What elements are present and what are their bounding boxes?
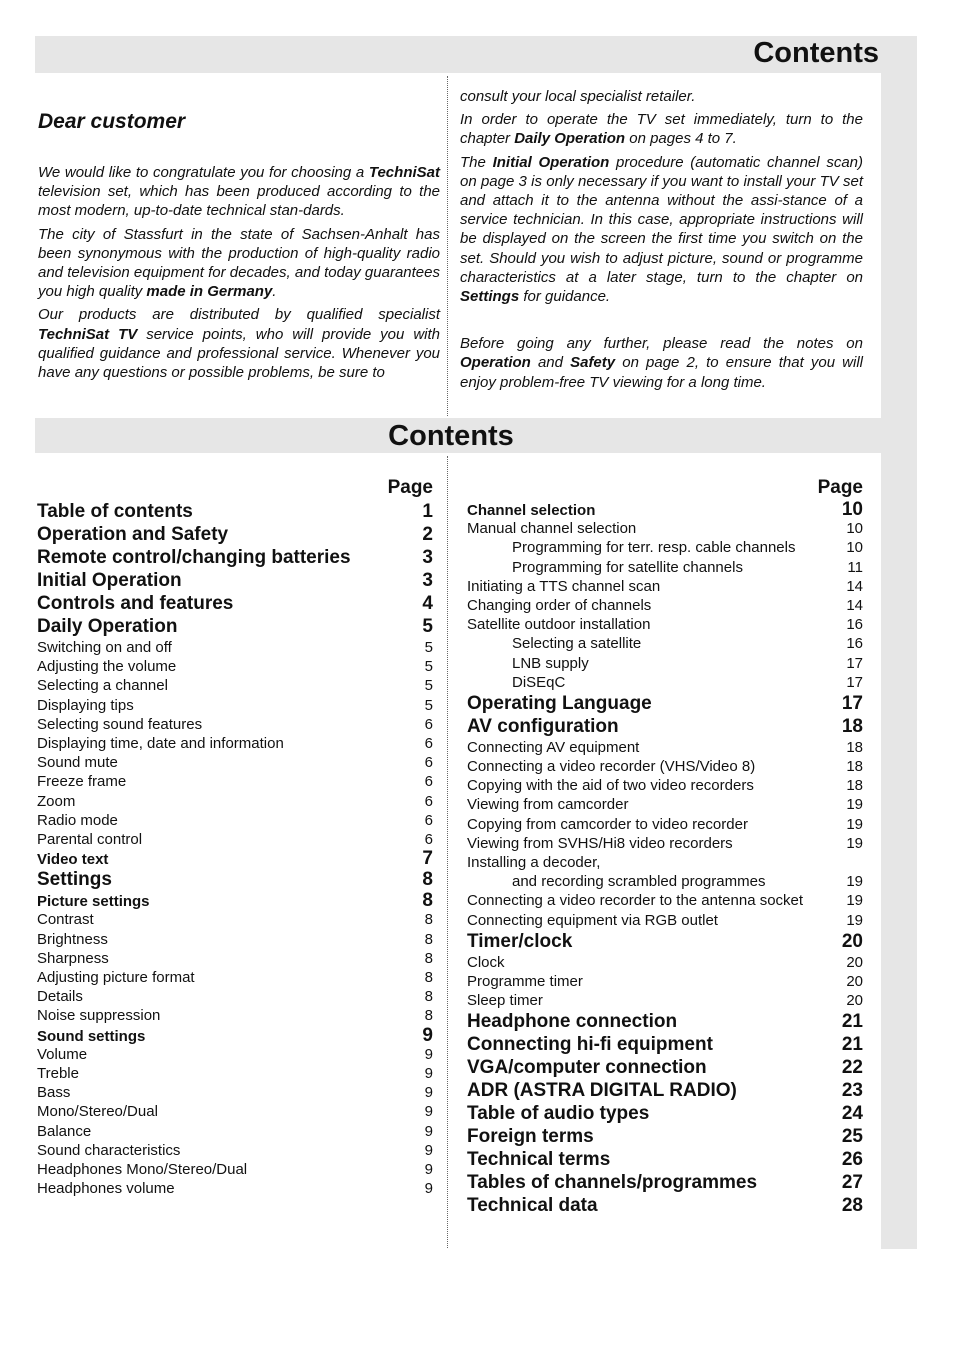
toc-entry-page: 22 bbox=[841, 1057, 863, 1079]
toc-entry-page: 3 bbox=[422, 547, 433, 568]
toc-entry bbox=[37, 891, 433, 910]
toc-entry-page: 20 bbox=[846, 953, 863, 971]
side-strip bbox=[881, 73, 917, 418]
toc-entry bbox=[37, 715, 433, 734]
toc-entry-page: 16 bbox=[846, 635, 863, 653]
emphasis-text: Initial Operation bbox=[492, 153, 610, 171]
toc-entry-label: Viewing from camcorder bbox=[467, 796, 629, 814]
toc-entry-label: Connecting a video recorder (VHS/Video 8) bbox=[467, 758, 756, 776]
emphasis-text: made in Germany bbox=[146, 283, 273, 301]
toc-entry-label: Zoom bbox=[37, 792, 76, 810]
toc-entry bbox=[37, 569, 433, 592]
toc-entry bbox=[37, 1179, 433, 1198]
paragraph-text: The city of Stassfurt in the state of Sachsen-Anhalt has been synonymous with the production of high-quality radio and television equipment for decades, and today guarantees you high quality bbox=[38, 225, 440, 301]
toc-entry-label: Copying from camcorder to video recorder bbox=[467, 815, 748, 833]
toc-entry-page: 10 bbox=[846, 539, 863, 557]
toc-entry bbox=[37, 734, 433, 753]
intro-left-column bbox=[38, 163, 440, 386]
toc-entry-page: 8 bbox=[424, 930, 433, 948]
toc-entry-label: Programming for terr. resp. cable channels bbox=[512, 539, 796, 557]
toc-entry-page: 14 bbox=[846, 577, 863, 595]
toc-entry-page: 19 bbox=[846, 873, 863, 891]
toc-entry-label: Treble bbox=[37, 1064, 79, 1082]
paragraph-text: Before going any further, please read the notes on bbox=[460, 335, 863, 353]
toc-entry-page: 5 bbox=[422, 616, 433, 637]
toc-entry-page: 6 bbox=[424, 734, 433, 752]
toc-entry-label: Technical terms bbox=[467, 1149, 611, 1171]
toc-entry-label: Headphones Mono/Stereo/Dual bbox=[37, 1160, 248, 1178]
toc-entry-page: 9 bbox=[424, 1103, 433, 1121]
toc-entry-label: Table of contents bbox=[37, 501, 193, 522]
toc-entry bbox=[37, 968, 433, 987]
toc-entry-label: LNB supply bbox=[512, 654, 589, 672]
toc-entry-page: 8 bbox=[424, 911, 433, 929]
toc-entry-page: 19 bbox=[846, 892, 863, 910]
toc-entry-page: 5 bbox=[424, 677, 433, 695]
toc-entry-page: 19 bbox=[846, 911, 863, 929]
toc-entry bbox=[467, 911, 863, 930]
toc-entry bbox=[467, 615, 863, 634]
toc-entry-page: 8 bbox=[424, 969, 433, 986]
toc-entry-page: 6 bbox=[424, 830, 433, 848]
toc-entry-page: 28 bbox=[841, 1195, 863, 1217]
toc-entry-label: DiSEqC bbox=[512, 673, 566, 691]
paragraph-text: and bbox=[530, 354, 571, 372]
toc-entry-label: Selecting a satellite bbox=[512, 635, 642, 653]
paragraph-text: In order to operate the TV set immediately, turn to the chapter bbox=[460, 111, 863, 148]
toc-entry-page: 9 bbox=[424, 1141, 433, 1159]
column-divider bbox=[447, 456, 448, 1248]
page-title: Contents bbox=[753, 37, 879, 69]
toc-entry bbox=[37, 696, 433, 715]
toc-entry-label: Brightness bbox=[37, 930, 108, 948]
paragraph-text: service points, who will provide you with qualified guidance and professional service. Whenever you have any questions or possible problems, be sure to bbox=[38, 325, 440, 382]
toc-entry-page: 8 bbox=[424, 1007, 433, 1025]
toc-entry bbox=[467, 577, 863, 596]
toc-entry bbox=[467, 872, 863, 891]
toc-entry bbox=[467, 930, 863, 953]
toc-entry bbox=[467, 815, 863, 834]
toc-entry-label: Programming for satellite channels bbox=[512, 558, 743, 576]
toc-entry-page: 6 bbox=[424, 811, 433, 829]
toc-entry-page: 8 bbox=[422, 890, 433, 912]
toc-entry-page: 26 bbox=[841, 1149, 863, 1171]
toc-entry-label: Contrast bbox=[37, 911, 94, 929]
toc-entry bbox=[37, 638, 433, 657]
toc-entry bbox=[467, 1194, 863, 1217]
toc-entry-page: 19 bbox=[846, 815, 863, 833]
intro-paragraph bbox=[38, 225, 440, 302]
toc-entry bbox=[467, 991, 863, 1010]
toc-entry-label: Switching on and off bbox=[37, 639, 172, 656]
toc-entry bbox=[37, 1064, 433, 1083]
toc-entry bbox=[37, 1141, 433, 1160]
toc-entry-page: 9 bbox=[424, 1160, 433, 1178]
emphasis-text: Settings bbox=[460, 288, 520, 306]
toc-entry-label: Technical data bbox=[467, 1195, 598, 1217]
toc-entry-label: Initiating a TTS channel scan bbox=[467, 577, 661, 595]
toc-entry bbox=[37, 930, 433, 949]
toc-entry-page: 14 bbox=[846, 596, 863, 614]
toc-entry bbox=[37, 1102, 433, 1121]
toc-entry bbox=[37, 949, 433, 968]
emphasis-text: Operation bbox=[460, 354, 531, 372]
toc-entry bbox=[37, 657, 433, 676]
toc-entry-page: 16 bbox=[846, 616, 863, 634]
toc-left-column bbox=[37, 476, 433, 1198]
toc-entry-page: 1 bbox=[422, 501, 433, 522]
toc-entry bbox=[467, 1079, 863, 1102]
toc-entry-label: Parental control bbox=[37, 830, 143, 848]
paragraph-text: . bbox=[272, 283, 277, 301]
emphasis-text: Daily Operation bbox=[514, 130, 626, 148]
toc-entry bbox=[467, 634, 863, 653]
toc-entry bbox=[467, 891, 863, 910]
toc-entry-page: 10 bbox=[846, 520, 863, 538]
toc-entry-label: VGA/computer connection bbox=[467, 1057, 707, 1079]
toc-entry-label: Noise suppression bbox=[37, 1007, 161, 1025]
toc-entry-label: Displaying time, date and information bbox=[37, 734, 284, 752]
toc-entry-label: Picture settings bbox=[37, 893, 150, 911]
toc-entry bbox=[467, 776, 863, 795]
toc-entry-label: ADR (ASTRA DIGITAL RADIO) bbox=[467, 1080, 737, 1102]
toc-entry-page: 19 bbox=[846, 796, 863, 814]
dear-customer-heading: Dear customer bbox=[38, 110, 186, 133]
toc-entry-page: 6 bbox=[424, 773, 433, 791]
toc-entry-page: 5 bbox=[424, 639, 433, 656]
toc-entry bbox=[37, 792, 433, 811]
toc-entry-page: 17 bbox=[846, 654, 863, 672]
toc-entry-label: Details bbox=[37, 988, 83, 1006]
toc-entry-label: Freeze frame bbox=[37, 773, 127, 791]
toc-entry-page: 7 bbox=[422, 848, 433, 870]
toc-entry-page: 6 bbox=[424, 754, 433, 772]
toc-entry bbox=[467, 558, 863, 577]
toc-entry-page: 18 bbox=[846, 758, 863, 776]
toc-entry-label: Clock bbox=[467, 953, 505, 971]
toc-entry-label: Selecting sound features bbox=[37, 715, 203, 733]
toc-entry bbox=[467, 692, 863, 715]
intro-right-column bbox=[460, 87, 863, 396]
toc-entry-page: 17 bbox=[846, 673, 863, 691]
toc-entry-label: Headphone connection bbox=[467, 1011, 678, 1033]
toc-entry-label: Operation and Safety bbox=[37, 524, 229, 545]
toc-entry-label: Daily Operation bbox=[37, 616, 178, 637]
toc-entry-label: AV configuration bbox=[467, 715, 619, 737]
toc-entry-label: Connecting AV equipment bbox=[467, 738, 640, 756]
toc-entry-label: Radio mode bbox=[37, 811, 118, 829]
toc-entry bbox=[467, 1148, 863, 1171]
intro-paragraph bbox=[38, 305, 440, 382]
paragraph-text: The bbox=[460, 153, 493, 171]
toc-entry bbox=[467, 972, 863, 991]
emphasis-text: TechniSat TV bbox=[38, 325, 138, 343]
toc-entry-label: Sound settings bbox=[37, 1027, 146, 1045]
toc-entry-label: and recording scrambled programmes bbox=[512, 873, 766, 891]
toc-entry bbox=[467, 500, 863, 519]
toc-entry-label: Timer/clock bbox=[467, 930, 573, 952]
toc-entry bbox=[467, 853, 863, 872]
intro-paragraph bbox=[460, 110, 863, 148]
toc-entry-page: 6 bbox=[424, 715, 433, 733]
paragraph-text: procedure (automatic channel scan) on page 3 is only necessary if you want to install your TV set and attach it to the antenna without the assi-stance of a service technician. In this case, appropriate instructions will be displayed on the screen the first time you switch on the set. Should you wish to adjust picture, sound or programme characteristics at a later stage, turn to the chapter on bbox=[460, 153, 863, 286]
toc-entry bbox=[37, 1006, 433, 1025]
toc-entry bbox=[37, 811, 433, 830]
toc-entry bbox=[467, 1102, 863, 1125]
toc-entry-page: 9 bbox=[424, 1122, 433, 1140]
intro-paragraph bbox=[460, 87, 863, 106]
toc-entry-label: Manual channel selection bbox=[467, 520, 637, 538]
toc-entry-label: Video text bbox=[37, 851, 109, 869]
toc-entry bbox=[37, 1083, 433, 1102]
toc-entry-page: 18 bbox=[846, 777, 863, 795]
toc-entry bbox=[467, 953, 863, 972]
toc-entry bbox=[467, 1056, 863, 1079]
toc-entry-page: 5 bbox=[424, 658, 433, 676]
toc-entry bbox=[467, 538, 863, 557]
intro-paragraph bbox=[460, 153, 863, 307]
toc-entry bbox=[467, 757, 863, 776]
toc-entry-label: Headphones volume bbox=[37, 1180, 175, 1198]
toc-entry-page: 18 bbox=[846, 738, 863, 756]
column-divider bbox=[447, 76, 448, 416]
toc-entry-label: Changing order of channels bbox=[467, 596, 652, 614]
toc-entry-label: Sleep timer bbox=[467, 992, 543, 1010]
toc-entry bbox=[37, 772, 433, 791]
toc-entry bbox=[37, 676, 433, 695]
toc-entry-page: 9 bbox=[424, 1045, 433, 1063]
toc-entry-label: Remote control/changing batteries bbox=[37, 547, 351, 568]
toc-entry-label: Programme timer bbox=[467, 972, 583, 990]
toc-entry-page: 6 bbox=[424, 792, 433, 810]
toc-entry-label: Table of audio types bbox=[467, 1103, 650, 1125]
toc-entry bbox=[467, 738, 863, 757]
toc-entry-page: 17 bbox=[841, 692, 863, 714]
intro-paragraph bbox=[460, 334, 863, 392]
toc-entry-label: Volume bbox=[37, 1045, 88, 1063]
toc-entry-label: Adjusting the volume bbox=[37, 658, 177, 676]
toc-entry bbox=[37, 1026, 433, 1045]
toc-entry-page: 8 bbox=[424, 988, 433, 1006]
toc-entry-label: Settings bbox=[37, 869, 112, 891]
toc-entry-label: Installing a decoder, bbox=[467, 854, 601, 871]
toc-entry-page: 9 bbox=[424, 1084, 433, 1102]
emphasis-text: TechniSat bbox=[368, 164, 440, 181]
toc-entry bbox=[37, 500, 433, 523]
toc-entry bbox=[37, 1160, 433, 1179]
toc-entry-page: 10 bbox=[841, 499, 863, 520]
toc-entry-label: Tables of channels/programmes bbox=[467, 1172, 758, 1194]
toc-entry-label: Bass bbox=[37, 1084, 71, 1102]
contents-title: Contents bbox=[388, 420, 514, 452]
toc-entry-page: 9 bbox=[424, 1064, 433, 1082]
paragraph-text: We would like to congratulate you for choosing a bbox=[38, 164, 369, 181]
paragraph-text: television set, which has been produced according to the most modern, up-to-date technical stan-dards. bbox=[38, 183, 440, 220]
toc-entry bbox=[467, 1171, 863, 1194]
toc-entry bbox=[37, 1045, 433, 1064]
toc-entry bbox=[37, 910, 433, 929]
paragraph-text: consult your local specialist retailer. bbox=[460, 88, 696, 105]
toc-entry bbox=[467, 1010, 863, 1033]
toc-entry bbox=[37, 546, 433, 569]
emphasis-text: Safety bbox=[570, 354, 616, 372]
toc-entry bbox=[37, 523, 433, 546]
toc-entry-label: Sound characteristics bbox=[37, 1141, 181, 1159]
toc-entry bbox=[37, 868, 433, 891]
toc-entry-page: 20 bbox=[841, 930, 863, 952]
paragraph-text: on page 2, to ensure that you will enjoy problem-free TV viewing for a long time. bbox=[460, 354, 863, 391]
toc-entry-label: Foreign terms bbox=[467, 1126, 594, 1148]
toc-entry-page: 20 bbox=[846, 972, 863, 990]
toc-entry-page: 8 bbox=[422, 869, 433, 891]
toc-right-column bbox=[467, 476, 863, 1217]
toc-entry-label: Displaying tips bbox=[37, 696, 134, 714]
page-column-header: Page bbox=[387, 477, 433, 498]
toc-entry-page: 21 bbox=[841, 1034, 863, 1056]
side-strip bbox=[881, 418, 917, 1249]
toc-entry-label: Initial Operation bbox=[37, 570, 182, 591]
toc-entry bbox=[467, 1125, 863, 1148]
toc-entry-label: Sound mute bbox=[37, 754, 118, 772]
toc-entry-page: 21 bbox=[841, 1011, 863, 1033]
toc-entry bbox=[467, 654, 863, 673]
toc-entry bbox=[37, 592, 433, 615]
toc-entry bbox=[37, 1122, 433, 1141]
toc-entry-page: 8 bbox=[424, 949, 433, 967]
toc-entry bbox=[467, 519, 863, 538]
toc-entry bbox=[467, 1033, 863, 1056]
toc-entry-label: Connecting a video recorder to the antenna socket bbox=[467, 892, 804, 910]
toc-entry bbox=[467, 596, 863, 615]
toc-entry-page: 9 bbox=[422, 1024, 433, 1046]
toc-entry-label: Channel selection bbox=[467, 502, 596, 519]
paragraph-text: for guidance. bbox=[519, 288, 611, 306]
toc-entry bbox=[37, 849, 433, 868]
toc-entry-page: 5 bbox=[424, 696, 433, 714]
toc-entry-page: 24 bbox=[841, 1103, 863, 1125]
toc-entry-page: 27 bbox=[841, 1172, 863, 1194]
toc-entry bbox=[37, 615, 433, 638]
toc-entry-label: Controls and features bbox=[37, 593, 234, 614]
toc-entry bbox=[467, 715, 863, 738]
toc-entry bbox=[37, 987, 433, 1006]
toc-entry-page: 3 bbox=[422, 570, 433, 591]
toc-entry-label: Connecting hi-fi equipment bbox=[467, 1034, 713, 1056]
toc-entry-label: Satellite outdoor installation bbox=[467, 616, 651, 634]
toc-entry-page: 23 bbox=[841, 1080, 863, 1102]
toc-entry-label: Sharpness bbox=[37, 949, 109, 967]
toc-entry-label: Operating Language bbox=[467, 692, 652, 714]
toc-entry-page: 19 bbox=[846, 834, 863, 852]
toc-entry-label: Selecting a channel bbox=[37, 677, 168, 695]
paragraph-text: on pages 4 to 7. bbox=[625, 130, 737, 148]
toc-entry-page: 2 bbox=[422, 524, 433, 545]
toc-entry-label: Adjusting picture format bbox=[37, 969, 195, 986]
toc-entry bbox=[37, 753, 433, 772]
toc-entry bbox=[467, 673, 863, 692]
toc-entry-label: Mono/Stereo/Dual bbox=[37, 1103, 158, 1121]
toc-entry-page: 9 bbox=[424, 1180, 433, 1198]
toc-entry-label: Copying with the aid of two video recorders bbox=[467, 777, 754, 795]
toc-entry-label: Balance bbox=[37, 1122, 92, 1140]
toc-entry-page: 25 bbox=[841, 1126, 863, 1148]
paragraph-gap bbox=[460, 310, 863, 334]
toc-entry bbox=[37, 830, 433, 849]
toc-entry-page: 11 bbox=[847, 558, 863, 576]
page-column-header: Page bbox=[817, 477, 863, 498]
toc-entry-page: 18 bbox=[841, 715, 863, 737]
toc-entry bbox=[467, 834, 863, 853]
toc-entry-label: Connecting equipment via RGB outlet bbox=[467, 911, 718, 929]
intro-paragraph bbox=[38, 163, 440, 221]
toc-entry-label: Viewing from SVHS/Hi8 video recorders bbox=[467, 834, 733, 852]
toc-entry-page: 4 bbox=[422, 593, 433, 614]
toc-entry bbox=[467, 795, 863, 814]
toc-entry-page: 20 bbox=[846, 992, 863, 1010]
paragraph-text: Our products are distributed by qualified specialist bbox=[38, 306, 440, 324]
